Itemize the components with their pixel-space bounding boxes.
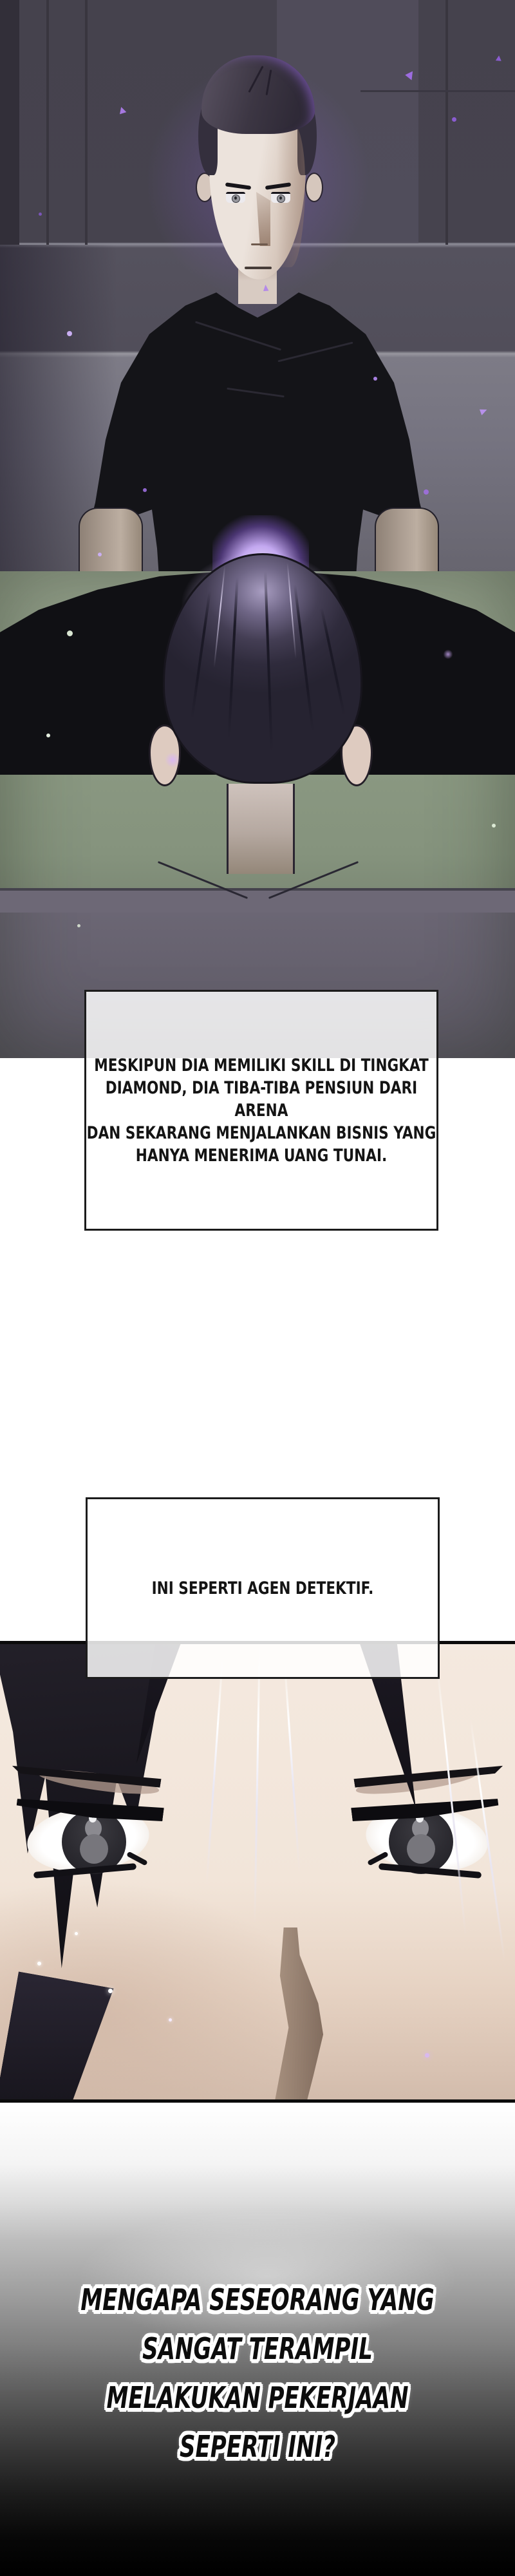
panel-sitting-man	[0, 0, 515, 571]
wall-seam	[46, 0, 49, 245]
right-forearm	[375, 507, 439, 571]
sparkle	[46, 734, 50, 737]
nose-line	[251, 243, 268, 245]
purple-particle	[39, 213, 42, 216]
wall-seam	[445, 0, 448, 245]
narration-box-2	[86, 1497, 440, 1679]
sparkle	[75, 1932, 78, 1935]
panel-border-bottom	[0, 2099, 515, 2103]
narration-box-1	[84, 990, 438, 1231]
panel-back-of-head	[0, 571, 515, 1058]
caption-line: MELAKUKAN PEKERJAAN SEPERTI INI?	[106, 2380, 409, 2464]
purple-particle	[494, 55, 503, 64]
sparkle	[67, 630, 73, 636]
panel-eyes-closeup	[0, 1641, 515, 2103]
purple-glow-particle	[443, 650, 453, 659]
mouth	[245, 267, 272, 269]
purple-particle	[373, 377, 377, 381]
narration-line: HANYA MENERIMA UANG TUNAI.	[135, 1145, 388, 1166]
sparkle	[108, 1989, 113, 1993]
narration-box-1-text	[86, 1054, 436, 1167]
narration-line: DIAMOND, DIA TIBA-TIBA PENSIUN DARI ARENA	[105, 1077, 418, 1121]
bottom-caption	[0, 2275, 515, 2471]
purple-particle	[424, 489, 429, 495]
purple-sparkle	[425, 2053, 429, 2058]
wall-door-panel	[0, 0, 19, 245]
purple-particle	[98, 553, 102, 556]
sparkle	[37, 1962, 41, 1965]
sparkle	[77, 924, 80, 927]
sparkle	[492, 824, 496, 828]
purple-particle	[143, 488, 147, 492]
right-eye	[271, 192, 290, 203]
caption-line: MENGAPA SESEORANG YANG SANGAT TERAMPIL	[80, 2282, 435, 2366]
sparkle	[169, 2018, 172, 2022]
narration-line: MESKIPUN DIA MEMILIKI SKILL DI TINGKAT	[94, 1055, 429, 1075]
purple-glow-particle	[164, 753, 181, 767]
hair-glow-streak	[254, 1641, 261, 1924]
hair-glow-streak	[283, 1660, 300, 1872]
narration-box-2-text	[88, 1577, 438, 1600]
purple-particle	[452, 117, 456, 122]
right-ear	[305, 173, 323, 202]
purple-particle	[67, 331, 72, 336]
narration-line: DAN SEKARANG MENJALANKAN BISNIS YANG	[86, 1122, 436, 1143]
left-forearm	[79, 507, 143, 571]
hair-glow-streak	[205, 1654, 223, 1885]
bottom-gradient-section	[0, 2103, 515, 2576]
narration-line: INI SEPERTI AGEN DETEKTIF.	[151, 1578, 374, 1598]
neck	[227, 784, 295, 874]
wall-lower-band	[0, 891, 515, 913]
left-corner-hair	[0, 1971, 114, 2103]
left-eye	[226, 192, 245, 203]
purple-particle	[478, 408, 487, 417]
nose-shadow	[263, 1927, 324, 2100]
